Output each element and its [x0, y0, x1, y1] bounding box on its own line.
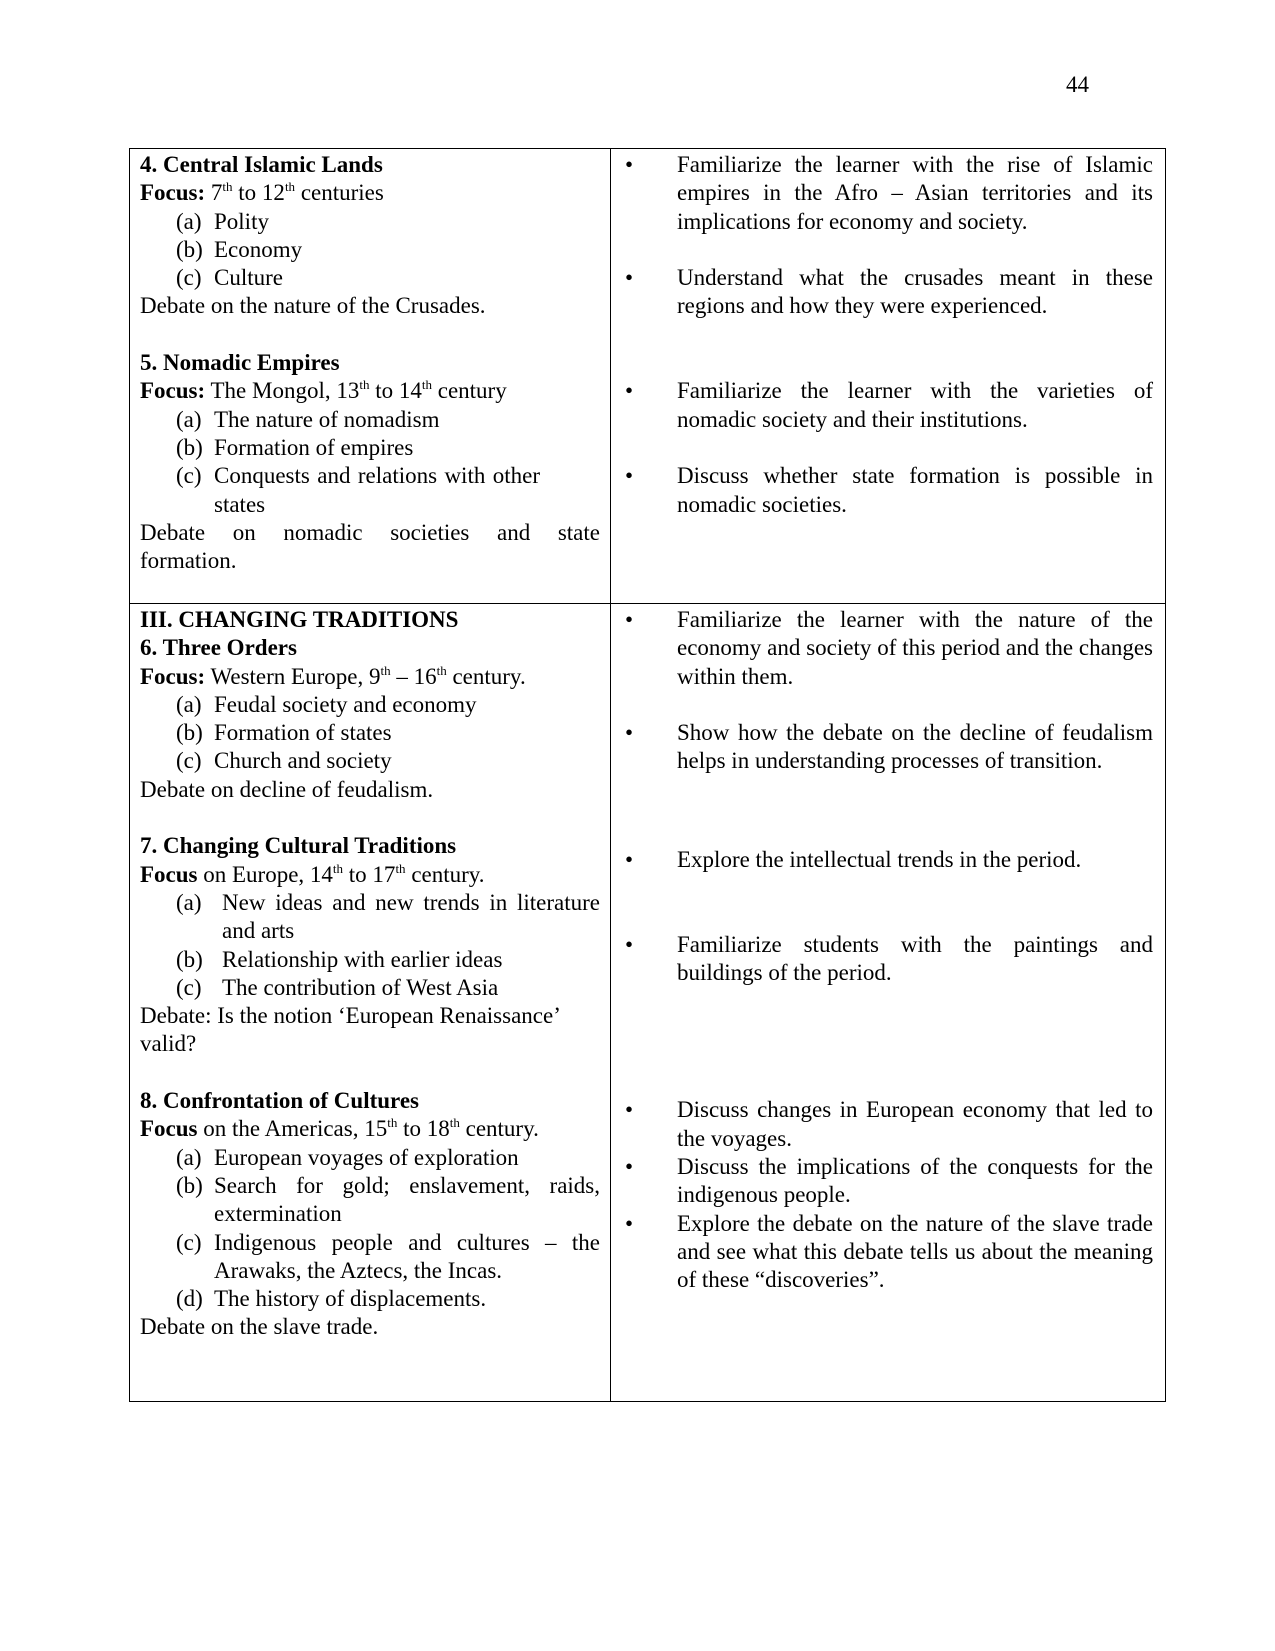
list-item: (a) The nature of nomadism [176, 406, 440, 432]
list-item: (a) Feudal society and economy [176, 691, 477, 717]
unit-debate: Debate on the slave trade. [140, 1314, 379, 1340]
unit-title: 8. Confrontation of Cultures [140, 1088, 419, 1114]
objective-item: • Explore the debate on the nature of the slave trade and see what this debate tells us about the meaning of these “discoveries”. [625, 1210, 1153, 1293]
unit-debate: Debate on decline of feudalism. [140, 776, 434, 802]
list-item: (c) Culture [176, 265, 283, 291]
objective-item: • Explore the intellectual trends in the period. [625, 847, 1082, 873]
list-item: (a) New ideas and new trends in literature and arts [176, 889, 600, 944]
objective-item: • Discuss the implications of the conquests for the indigenous people. [625, 1154, 1153, 1208]
unit-title: 5. Nomadic Empires [140, 350, 340, 376]
list-item: (c) Conquests and relations with other states [176, 463, 540, 517]
content-cell [130, 604, 611, 1401]
objective-item: • Familiarize the learner with the varieties of nomadic society and their institutions. [625, 378, 1153, 432]
unit-focus: Focus: Western Europe, 9th – 16th century. [140, 662, 526, 689]
objective-item: • Understand what the crusades meant in these regions and how they were experienced. [625, 265, 1153, 319]
unit-title: 6. Three Orders [140, 635, 297, 661]
list-item: (b) Search for gold; enslavement, raids, extermination [176, 1172, 600, 1227]
unit-title: 4. Central Islamic Lands [140, 152, 383, 177]
unit-focus: Focus: The Mongol, 13th to 14th century [140, 377, 507, 404]
list-item: (a) European voyages of exploration [176, 1144, 519, 1170]
list-item: (c) The contribution of West Asia [176, 974, 499, 1000]
unit-focus: Focus on Europe, 14th to 17th century. [140, 860, 485, 887]
list-item: (c) Church and society [176, 748, 392, 774]
table-row [130, 149, 1165, 603]
unit-debate: Debate: Is the notion ‘European Renaissance’ valid? [140, 1003, 560, 1057]
unit-debate: Debate on nomadic societies and state [140, 519, 600, 545]
list-item: (a) Polity [176, 208, 269, 234]
objective-item: • Discuss changes in European economy that led to the voyages. [625, 1097, 1153, 1151]
list-item: (c) Indigenous people and cultures – the Arawaks, the Aztecs, the Incas. [176, 1229, 600, 1283]
list-item: (b) Economy [176, 236, 303, 262]
objective-item: • Show how the debate on the decline of feudalism helps in understanding processes of transition. [625, 720, 1153, 774]
unit-focus: Focus: 7th to 12th centuries [140, 179, 384, 206]
list-item: (b) Formation of empires [176, 434, 414, 460]
objectives-cell [611, 149, 1165, 603]
objective-item: • Familiarize the learner with the nature of the economy and society of this period and the changes within them. [625, 607, 1153, 689]
unit-focus: Focus on the Americas, 15th to 18th century. [140, 1115, 539, 1142]
content-cell [130, 149, 611, 603]
list-item: (b) Formation of states [176, 720, 392, 746]
table-row [130, 603, 1165, 1401]
objectives-cell [611, 604, 1165, 1401]
objective-item: • Discuss whether state formation is possible in nomadic societies. [625, 463, 1153, 517]
unit-debate: Debate on the nature of the Crusades. [140, 293, 486, 319]
curriculum-table [129, 148, 1166, 1402]
objective-item: • Familiarize the learner with the rise of Islamic empires in the Afro – Asian territories and its implications for economy and society. [625, 152, 1153, 234]
section-title: III. CHANGING TRADITIONS [140, 607, 459, 632]
list-item: (d) The history of displacements. [176, 1286, 487, 1312]
unit-title: 7. Changing Cultural Traditions [140, 833, 457, 859]
unit-debate-cont: formation. [140, 548, 237, 574]
objective-item: • Familiarize students with the paintings and buildings of the period. [625, 931, 1153, 986]
list-item: (b) Relationship with earlier ideas [176, 946, 503, 972]
page-number: 44 [1066, 72, 1089, 97]
